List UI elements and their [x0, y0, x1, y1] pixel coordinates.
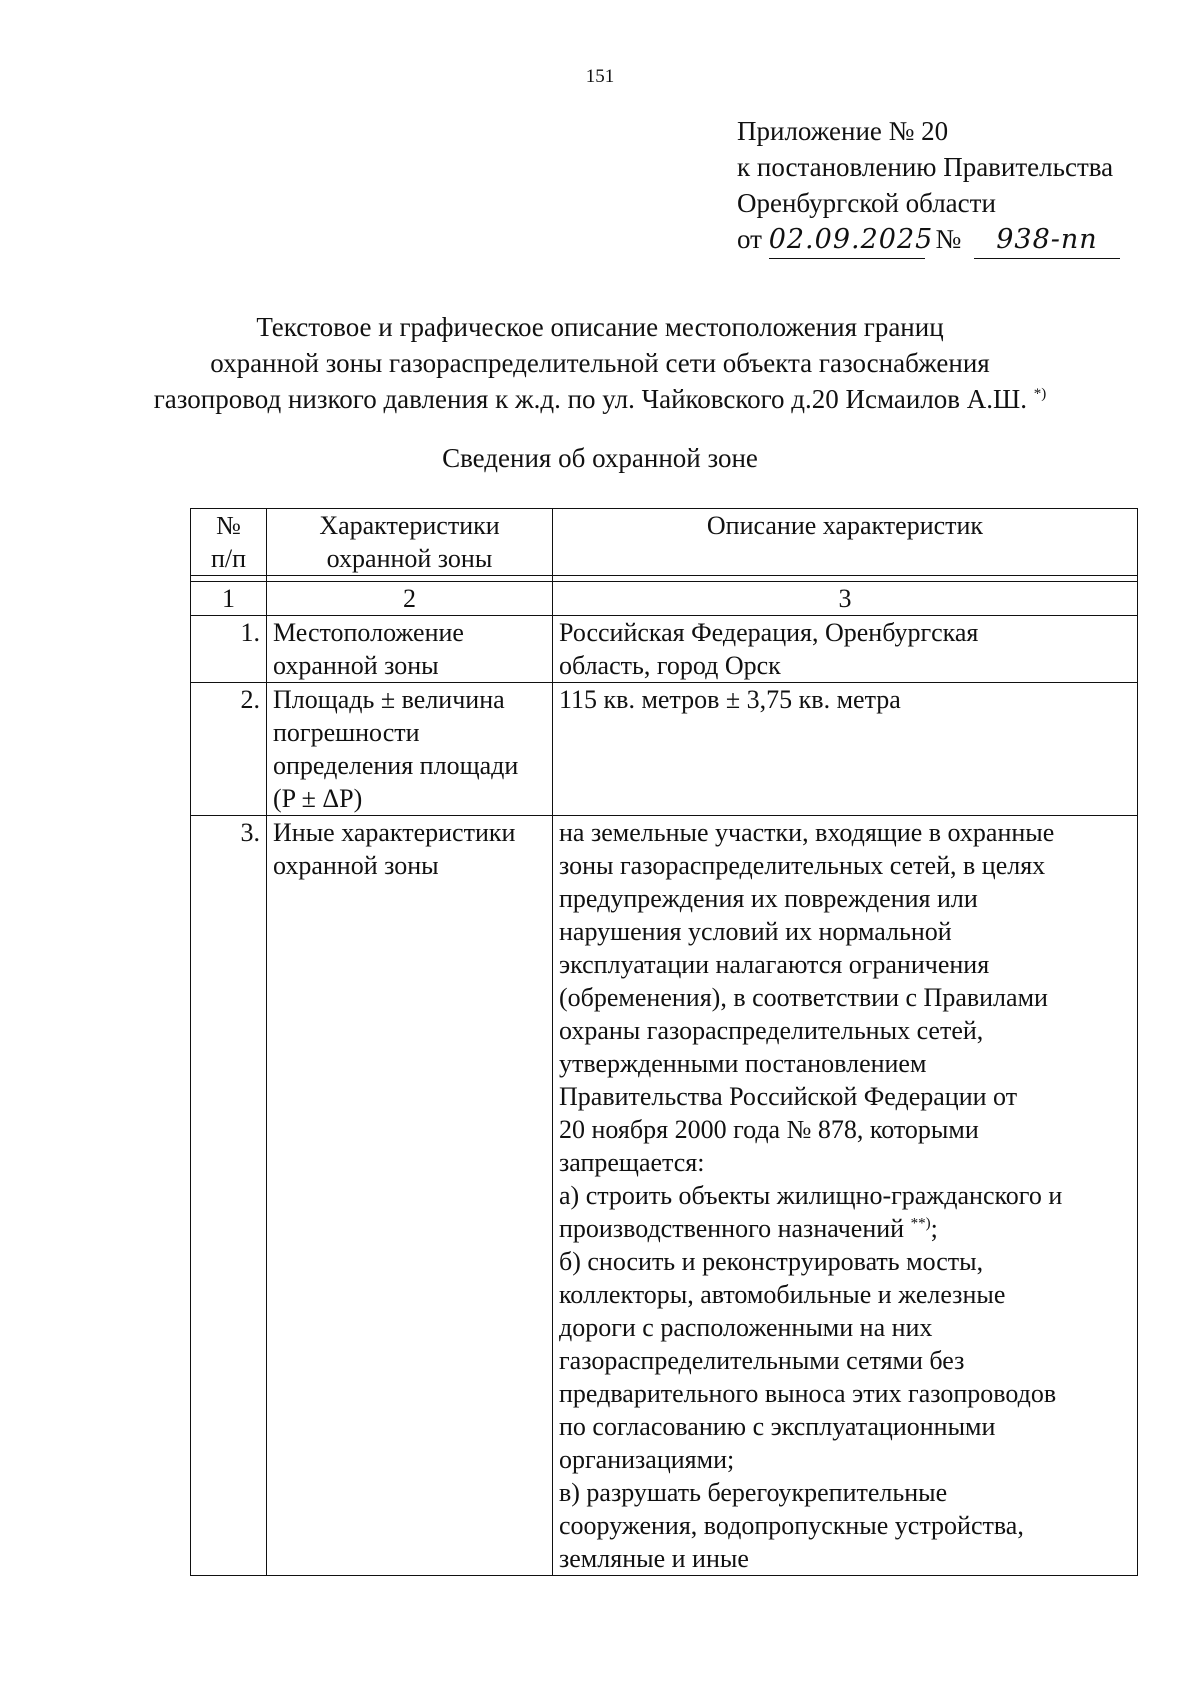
characteristic-line: Площадь ± величина	[273, 685, 505, 714]
appendix-region: Оренбургской области	[737, 188, 996, 218]
table-header-row	[191, 509, 1138, 576]
header-characteristics-line-1: Характеристики	[319, 511, 500, 540]
table-row	[191, 616, 1138, 683]
title-line-3-text: газопровод низкого давления к ж.д. по ул. Чайковского д.20 Исмаилов А.Ш.	[153, 384, 1028, 414]
description-line: на земельные участки, входящие в охранные	[559, 818, 1055, 847]
header-number-sign: №	[216, 511, 241, 540]
description-line: организациями;	[559, 1445, 735, 1474]
characteristic-line: определения площади	[273, 751, 519, 780]
description-line-text: производственного назначений	[559, 1214, 905, 1243]
description-line: запрещается:	[559, 1148, 705, 1177]
description-line: по согласованию с эксплуатационными	[559, 1412, 996, 1441]
header-number	[191, 509, 267, 576]
characteristic-line: охранной зоны	[273, 651, 439, 680]
row-number: 1.	[191, 616, 267, 683]
description-line: сооружения, водопропускные устройства,	[559, 1511, 1024, 1540]
description-line: нарушения условий их нормальной	[559, 917, 952, 946]
column-number-row	[191, 582, 1138, 616]
row-description	[553, 683, 1138, 816]
description-line: в) разрушать берегоукрепительные	[559, 1478, 948, 1507]
title-line-2: охранной зоны газораспределительной сети объекта газоснабжения	[210, 348, 990, 378]
appendix-date-number-line	[737, 221, 1120, 259]
characteristic-line: Иные характеристики	[273, 818, 516, 847]
row-characteristic	[267, 816, 553, 1576]
title-line-1: Текстовое и графическое описание местоположения границ	[256, 312, 944, 342]
description-line: земляные и иные	[559, 1544, 749, 1573]
description-line: предварительного выноса этих газопроводов	[559, 1379, 1057, 1408]
column-number-2: 2	[267, 582, 553, 616]
page-number: 151	[585, 66, 615, 87]
appendix-decree-ref: к постановлению Правительства	[737, 152, 1114, 182]
row-characteristic	[267, 616, 553, 683]
description-line: 115 кв. метров ± 3,75 кв. метра	[559, 685, 901, 714]
characteristic-line: Местоположение	[273, 618, 464, 647]
description-line: предупреждения их повреждения или	[559, 884, 978, 913]
column-number-1: 1	[191, 582, 267, 616]
description-line-with-footnote	[559, 1212, 1131, 1245]
description-line: а) строить объекты жилищно-гражданского и	[559, 1181, 1063, 1210]
characteristic-line: (P ± ΔP)	[273, 784, 363, 813]
row-number: 2.	[191, 683, 267, 816]
header-number-pp: п/п	[210, 544, 247, 573]
description-footnote-mark: **)	[910, 1215, 931, 1232]
description-line: коллекторы, автомобильные и железные	[559, 1280, 1006, 1309]
zone-info-table	[190, 508, 1138, 1576]
description-line: область, город Орск	[559, 651, 781, 680]
description-line: б) сносить и реконструировать мосты,	[559, 1247, 984, 1276]
header-characteristics	[267, 509, 553, 576]
description-line: 20 ноября 2000 года № 878, которыми	[559, 1115, 979, 1144]
handwritten-number: 938-пп	[974, 222, 1120, 259]
header-characteristics-line-2: охранной зоны	[326, 544, 493, 573]
title-line-3	[0, 381, 1200, 417]
description-line: Российская Федерация, Оренбургская	[559, 618, 979, 647]
appendix-block	[737, 113, 1120, 259]
description-line: эксплуатации налагаются ограничения	[559, 950, 990, 979]
row-description	[553, 816, 1138, 1576]
description-footnote-suffix: ;	[930, 1214, 938, 1243]
table-row	[191, 816, 1138, 1576]
row-characteristic	[267, 683, 553, 816]
description-line: охраны газораспределительных сетей,	[559, 1016, 984, 1045]
table-row	[191, 683, 1138, 816]
description-line: газораспределительными сетями без	[559, 1346, 965, 1375]
from-label: от	[737, 224, 762, 254]
row-description	[553, 616, 1138, 683]
characteristic-line: погрешности	[273, 718, 420, 747]
appendix-title: Приложение № 20	[737, 116, 949, 146]
header-description: Описание характеристик	[553, 509, 1138, 576]
description-line: дороги с расположенными на них	[559, 1313, 933, 1342]
handwritten-date: 02.09.2025	[769, 222, 925, 259]
row-number: 3.	[191, 816, 267, 1576]
document-title	[0, 309, 1200, 417]
column-number-3: 3	[553, 582, 1138, 616]
description-line: утвержденными постановлением	[559, 1049, 927, 1078]
description-line: (обременения), в соответствии с Правилами	[559, 983, 1048, 1012]
number-sign: №	[935, 224, 962, 254]
title-footnote-mark: *)	[1033, 386, 1047, 402]
description-line: зоны газораспределительных сетей, в целях	[559, 851, 1046, 880]
characteristic-line: охранной зоны	[273, 851, 439, 880]
description-line: Правительства Российской Федерации от	[559, 1082, 1018, 1111]
section-subtitle: Сведения об охранной зоне	[442, 443, 758, 473]
